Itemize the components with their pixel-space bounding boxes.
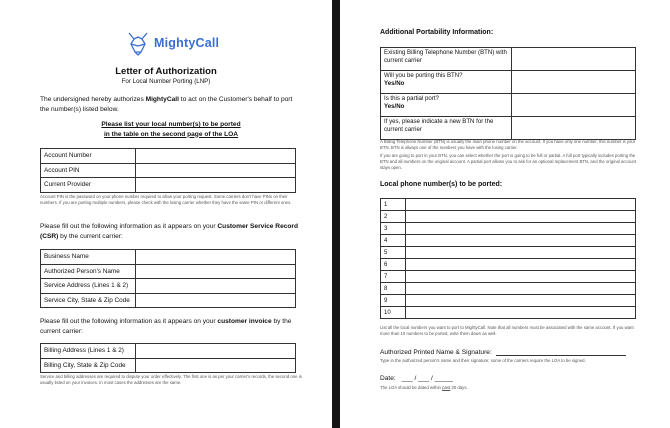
number-row-7 xyxy=(381,271,636,283)
account-number-label: Account Number xyxy=(41,149,136,164)
number-field-8[interactable] xyxy=(406,283,636,295)
service-city-field[interactable] xyxy=(136,293,296,308)
numbers-note: List all the local numbers you want to port to MightyCall. Note that all numbers must be associated with the same account. If you want more than 10 numbers to be ported, write them down as well. xyxy=(380,325,634,336)
row-number: 8 xyxy=(381,283,406,295)
business-name-label: Business Name xyxy=(41,250,136,265)
row-number: 10 xyxy=(381,307,406,319)
mightycall-logo xyxy=(126,30,219,56)
account-number-row xyxy=(41,149,296,164)
signature-note: Type in the authorized person's name and their signature: some of the carriers require the LOA to be signed. xyxy=(380,358,586,363)
current-provider-label: Current Provider xyxy=(41,178,136,193)
logo-text: MightyCall xyxy=(154,36,220,50)
invoice-instruction: Please fill out the following information as it appears on your customer invoice by the current carrier: xyxy=(40,318,292,335)
account-pin-field[interactable] xyxy=(136,163,296,178)
numbers-table xyxy=(380,198,636,319)
number-row-10 xyxy=(381,307,636,319)
row-number: 7 xyxy=(381,271,406,283)
number-row-8 xyxy=(381,283,636,295)
porting-btn-field[interactable] xyxy=(512,71,636,94)
bull-head-icon xyxy=(126,30,150,56)
date-label: Date: xyxy=(380,375,396,382)
account-pin-label: Account PIN xyxy=(41,163,136,178)
new-btn-label: If yes, please indicate a new BTN for the current carrier xyxy=(381,117,512,140)
current-provider-row xyxy=(41,178,296,193)
number-field-3[interactable] xyxy=(406,223,636,235)
btn-note: A Billing Telephone Number (BTN) is usually the main phone number on the account. If you have only one number, this number is your BTN. BTN is always one of the numbers you have with the losing carrier. xyxy=(380,139,636,150)
number-field-9[interactable] xyxy=(406,295,636,307)
current-provider-field[interactable] xyxy=(136,178,296,193)
past-link: past xyxy=(442,385,451,390)
service-address-row xyxy=(41,279,296,294)
number-row-9 xyxy=(381,295,636,307)
signature-line xyxy=(380,349,642,356)
btn-label: Existing Billing Telephone Number (BTN) with current carrier xyxy=(381,48,512,71)
row-number: 6 xyxy=(381,259,406,271)
number-field-5[interactable] xyxy=(406,247,636,259)
billing-city-label: Billing City, State & Zip Code xyxy=(41,358,136,373)
authorized-person-field[interactable] xyxy=(136,264,296,279)
service-city-row xyxy=(41,293,296,308)
signature-field[interactable] xyxy=(496,355,626,356)
page-divider xyxy=(332,0,340,428)
row-number: 4 xyxy=(381,235,406,247)
number-field-6[interactable] xyxy=(406,259,636,271)
billing-address-label: Billing Address (Lines 1 & 2) xyxy=(41,344,136,359)
number-field-10[interactable] xyxy=(406,307,636,319)
partial-port-row xyxy=(381,94,636,117)
document-subtitle: For Local Number Porting (LNP) xyxy=(121,78,211,85)
billing-city-field[interactable] xyxy=(136,358,296,373)
csr-table xyxy=(40,249,296,308)
billing-address-field[interactable] xyxy=(136,344,296,359)
full-partial-note: If you are going to port in your BTN, you can select whether the port is going to be full or partial. A full port typically includes porting the BTN and all numbers on the original account. A partial port allows you to ask for an optional replacement BTN, and the original account stays open. xyxy=(380,153,637,170)
date-field[interactable]: ___ / ___ / _____ xyxy=(401,375,453,382)
btn-field[interactable] xyxy=(512,48,636,71)
btn-table xyxy=(380,47,636,140)
number-field-4[interactable] xyxy=(406,235,636,247)
numbers-heading: Local phone number(s) to be ported: xyxy=(380,181,503,188)
csr-instruction: Please fill out the following information as it appears on your Customer Service Record (CSR) by the current carrier: xyxy=(40,223,299,240)
number-row-3 xyxy=(381,223,636,235)
billing-city-row xyxy=(41,358,296,373)
row-number: 1 xyxy=(381,199,406,211)
row-number: 3 xyxy=(381,223,406,235)
number-field-7[interactable] xyxy=(406,271,636,283)
partial-port-label: Is this a partial port? Yes/No xyxy=(381,94,512,117)
date-line xyxy=(380,375,642,382)
portability-heading: Additional Portability Information: xyxy=(380,29,494,36)
loa-page-2 xyxy=(340,0,670,428)
account-pin-note: Account PIN is the password on your phone number required to allow your porting request. Some carriers don't have PINs on their numbers. If you are porting multiple numbers, please check with the losing carrier whether they have the same PIN or different ones. xyxy=(40,194,292,205)
document-title: Letter of Authorization xyxy=(115,66,217,77)
number-row-2 xyxy=(381,211,636,223)
porting-btn-row xyxy=(381,71,636,94)
number-field-1[interactable] xyxy=(406,199,636,211)
row-number: 5 xyxy=(381,247,406,259)
row-number: 2 xyxy=(381,211,406,223)
service-city-label: Service City, State & Zip Code xyxy=(41,293,136,308)
billing-table xyxy=(40,343,296,373)
business-name-row xyxy=(41,250,296,265)
account-pin-row xyxy=(41,163,296,178)
number-field-2[interactable] xyxy=(406,211,636,223)
date-note: The LOA should be dated within past 30 days. xyxy=(380,385,468,390)
account-number-field[interactable] xyxy=(136,149,296,164)
loa-page-1 xyxy=(0,0,332,428)
signature-label: Authorized Printed Name & Signature: xyxy=(380,349,492,356)
billing-note: Service and billing addresses are required to dispute your order effectively. The first one is as per your carrier's records, the second one is usually listed on your invoices. In most cases the addresses are the same. xyxy=(40,374,302,385)
number-row-6 xyxy=(381,259,636,271)
authorization-statement: The undersigned hereby authorizes MightyCall to act on the Customer's behalf to port the number(s) listed below. xyxy=(40,96,293,113)
btn-row xyxy=(381,48,636,71)
authorized-person-row xyxy=(41,264,296,279)
new-btn-field[interactable] xyxy=(512,117,636,140)
partial-port-field[interactable] xyxy=(512,94,636,117)
authorized-person-label: Authorized Person's Name xyxy=(41,264,136,279)
row-number: 9 xyxy=(381,295,406,307)
business-name-field[interactable] xyxy=(136,250,296,265)
list-numbers-note: Please list your local number(s) to be ported in the table on the second page of the LOA xyxy=(101,121,241,138)
new-btn-row xyxy=(381,117,636,140)
service-address-label: Service Address (Lines 1 & 2) xyxy=(41,279,136,294)
number-row-5 xyxy=(381,247,636,259)
account-table xyxy=(40,148,296,193)
number-row-4 xyxy=(381,235,636,247)
porting-btn-label: Will you be porting this BTN? Yes/No xyxy=(381,71,512,94)
number-row-1 xyxy=(381,199,636,211)
billing-address-row xyxy=(41,344,296,359)
service-address-field[interactable] xyxy=(136,279,296,294)
